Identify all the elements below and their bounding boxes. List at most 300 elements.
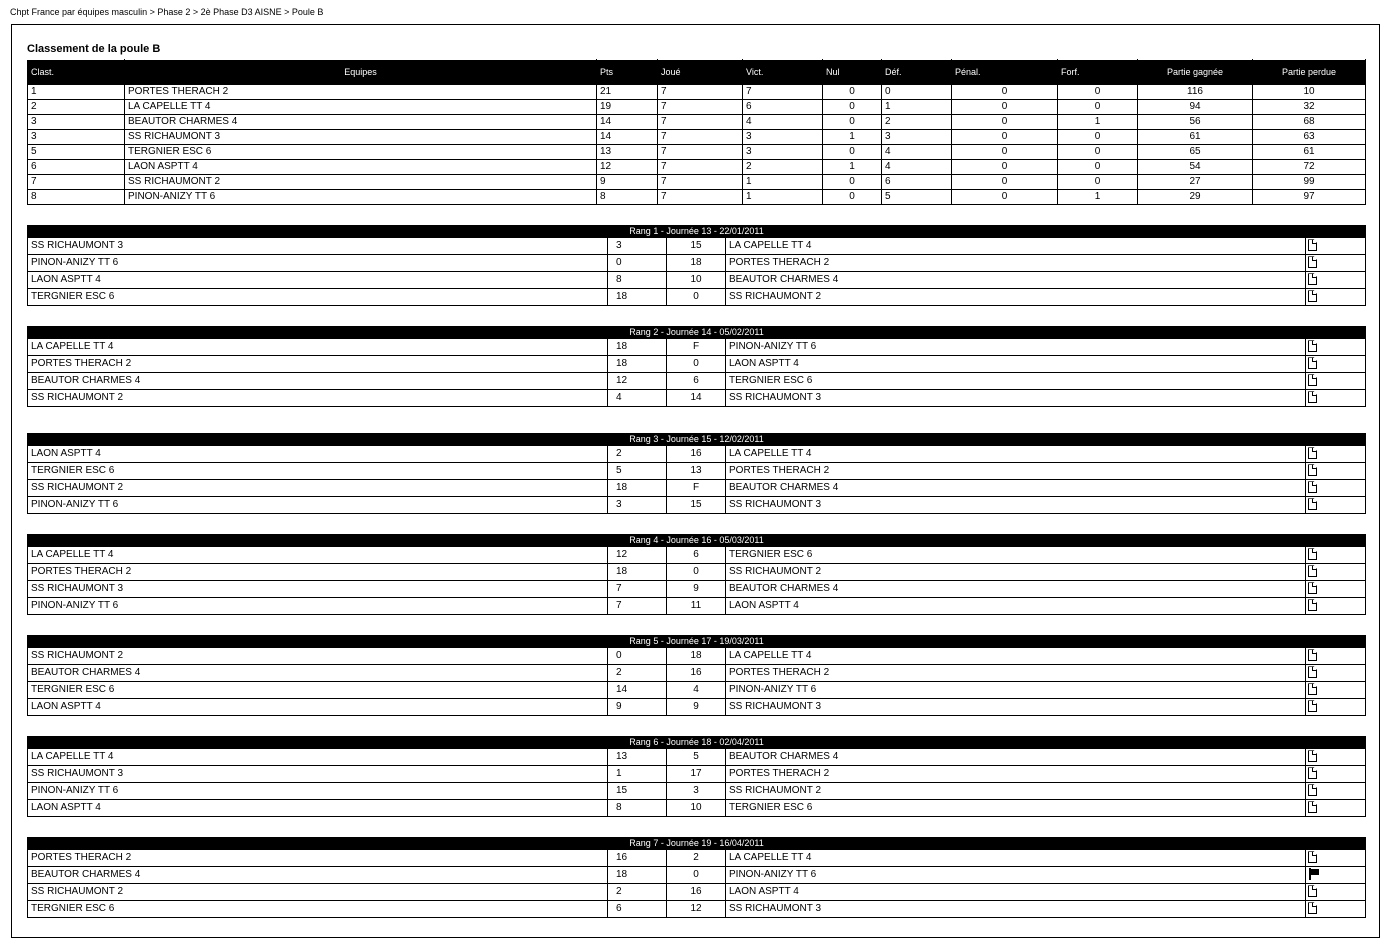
match-row <box>28 850 1366 867</box>
away-team: TERGNIER ESC 6 <box>726 547 1306 564</box>
match-row <box>28 665 1366 682</box>
round-header <box>28 535 1366 547</box>
penalties-cell: 0 <box>952 130 1058 145</box>
away-team: LA CAPELLE TT 4 <box>726 446 1306 463</box>
header-vict: Vict. <box>743 60 823 85</box>
points-cell: 9 <box>597 175 658 190</box>
match-sheet-cell <box>1306 665 1366 682</box>
home-team: TERGNIER ESC 6 <box>28 289 608 306</box>
games-won-cell: 29 <box>1138 190 1253 205</box>
losses-cell: 1 <box>882 100 952 115</box>
away-score: 16 <box>667 665 726 682</box>
away-score: 0 <box>667 564 726 581</box>
match-sheet-cell <box>1306 749 1366 766</box>
match-sheet-cell <box>1306 598 1366 615</box>
header-penal: Pénal. <box>952 60 1058 85</box>
away-score: 14 <box>667 390 726 407</box>
match-row <box>28 564 1366 581</box>
match-sheet-cell <box>1306 497 1366 514</box>
away-score: 0 <box>667 356 726 373</box>
wins-cell: 7 <box>743 85 823 100</box>
draws-cell: 0 <box>823 190 882 205</box>
played-cell: 7 <box>658 145 743 160</box>
header-partie-gagnee: Partie gagnée <box>1138 60 1253 85</box>
games-lost-cell: 97 <box>1253 190 1366 205</box>
away-score: 10 <box>667 272 726 289</box>
home-score: 5 <box>608 463 667 480</box>
away-team: PORTES THERACH 2 <box>726 766 1306 783</box>
match-row <box>28 581 1366 598</box>
draws-cell: 1 <box>823 130 882 145</box>
away-team: SS RICHAUMONT 3 <box>726 497 1306 514</box>
played-cell: 7 <box>658 100 743 115</box>
home-team: SS RICHAUMONT 2 <box>28 884 608 901</box>
match-row <box>28 749 1366 766</box>
forfeits-cell: 0 <box>1058 130 1138 145</box>
document-icon[interactable] <box>1308 582 1317 594</box>
home-score: 12 <box>608 547 667 564</box>
round-title: Rang 6 - Journée 18 - 02/04/2011 <box>28 737 1366 749</box>
home-score: 3 <box>608 238 667 255</box>
away-team: LAON ASPTT 4 <box>726 598 1306 615</box>
team-cell: PORTES THERACH 2 <box>125 85 597 100</box>
match-sheet-cell <box>1306 356 1366 373</box>
team-cell: PINON-ANIZY TT 6 <box>125 190 597 205</box>
match-row <box>28 480 1366 497</box>
games-lost-cell: 99 <box>1253 175 1366 190</box>
away-score: 6 <box>667 373 726 390</box>
document-icon[interactable] <box>1308 273 1317 285</box>
match-row <box>28 356 1366 373</box>
home-team: SS RICHAUMONT 3 <box>28 766 608 783</box>
losses-cell: 4 <box>882 145 952 160</box>
rank-cell: 8 <box>28 190 125 205</box>
away-score: 9 <box>667 699 726 716</box>
points-cell: 12 <box>597 160 658 175</box>
document-icon[interactable] <box>1308 700 1317 712</box>
team-cell: SS RICHAUMONT 2 <box>125 175 597 190</box>
away-team: BEAUTOR CHARMES 4 <box>726 272 1306 289</box>
round-title: Rang 7 - Journée 19 - 16/04/2011 <box>28 838 1366 850</box>
document-icon[interactable] <box>1308 851 1317 863</box>
home-score: 13 <box>608 749 667 766</box>
home-team: SS RICHAUMONT 2 <box>28 648 608 665</box>
document-icon[interactable] <box>1308 801 1317 813</box>
document-icon[interactable] <box>1308 391 1317 403</box>
document-icon[interactable] <box>1308 599 1317 611</box>
header-clast: Clast. <box>28 60 125 85</box>
home-score: 12 <box>608 373 667 390</box>
draws-cell: 0 <box>823 100 882 115</box>
document-icon[interactable] <box>1308 290 1317 302</box>
away-score: 9 <box>667 581 726 598</box>
match-row <box>28 289 1366 306</box>
home-team: PINON-ANIZY TT 6 <box>28 497 608 514</box>
match-row <box>28 238 1366 255</box>
round-table <box>27 837 1366 918</box>
away-team: SS RICHAUMONT 3 <box>726 699 1306 716</box>
match-row <box>28 373 1366 390</box>
away-team: LA CAPELLE TT 4 <box>726 238 1306 255</box>
played-cell: 7 <box>658 85 743 100</box>
points-cell: 13 <box>597 145 658 160</box>
penalties-cell: 0 <box>952 175 1058 190</box>
forfeits-cell: 0 <box>1058 160 1138 175</box>
page-title: Classement de la poule B <box>27 43 161 55</box>
team-cell: BEAUTOR CHARMES 4 <box>125 115 597 130</box>
points-cell: 19 <box>597 100 658 115</box>
home-score: 18 <box>608 867 667 884</box>
forfeits-cell: 1 <box>1058 115 1138 130</box>
penalties-cell: 0 <box>952 190 1058 205</box>
document-icon[interactable] <box>1308 750 1317 762</box>
match-row <box>28 783 1366 800</box>
team-cell: LAON ASPTT 4 <box>125 160 597 175</box>
forfeits-cell: 0 <box>1058 145 1138 160</box>
games-won-cell: 54 <box>1138 160 1253 175</box>
match-row <box>28 901 1366 918</box>
away-team: BEAUTOR CHARMES 4 <box>726 749 1306 766</box>
match-sheet-cell <box>1306 339 1366 356</box>
home-score: 18 <box>608 564 667 581</box>
wins-cell: 4 <box>743 115 823 130</box>
penalties-cell: 0 <box>952 115 1058 130</box>
document-icon[interactable] <box>1308 340 1317 352</box>
match-sheet-cell <box>1306 884 1366 901</box>
forfeits-cell: 0 <box>1058 100 1138 115</box>
draws-cell: 0 <box>823 145 882 160</box>
match-row <box>28 339 1366 356</box>
away-score: 0 <box>667 289 726 306</box>
home-team: LAON ASPTT 4 <box>28 800 608 817</box>
away-score: 16 <box>667 884 726 901</box>
away-team: PORTES THERACH 2 <box>726 665 1306 682</box>
away-score: 18 <box>667 648 726 665</box>
losses-cell: 0 <box>882 85 952 100</box>
away-score: 15 <box>667 497 726 514</box>
draws-cell: 1 <box>823 160 882 175</box>
standings-row <box>28 100 1366 115</box>
games-won-cell: 27 <box>1138 175 1253 190</box>
home-team: TERGNIER ESC 6 <box>28 901 608 918</box>
document-icon[interactable] <box>1308 565 1317 577</box>
games-lost-cell: 68 <box>1253 115 1366 130</box>
match-sheet-cell <box>1306 390 1366 407</box>
round-title: Rang 3 - Journée 15 - 12/02/2011 <box>28 434 1366 446</box>
home-score: 2 <box>608 446 667 463</box>
home-score: 9 <box>608 699 667 716</box>
away-score: F <box>667 339 726 356</box>
wins-cell: 3 <box>743 145 823 160</box>
draws-cell: 0 <box>823 115 882 130</box>
home-score: 2 <box>608 884 667 901</box>
away-team: SS RICHAUMONT 2 <box>726 289 1306 306</box>
standings-table <box>27 59 1366 205</box>
away-team: PINON-ANIZY TT 6 <box>726 867 1306 884</box>
document-icon[interactable] <box>1308 481 1317 493</box>
document-icon[interactable] <box>1308 374 1317 386</box>
games-won-cell: 65 <box>1138 145 1253 160</box>
header-equipes: Equipes <box>125 60 597 85</box>
home-team: BEAUTOR CHARMES 4 <box>28 373 608 390</box>
round-table <box>27 225 1366 306</box>
penalties-cell: 0 <box>952 145 1058 160</box>
losses-cell: 6 <box>882 175 952 190</box>
document-icon[interactable] <box>1308 256 1317 268</box>
home-team: PINON-ANIZY TT 6 <box>28 783 608 800</box>
away-score: 0 <box>667 867 726 884</box>
away-team: TERGNIER ESC 6 <box>726 373 1306 390</box>
match-row <box>28 648 1366 665</box>
match-sheet-cell <box>1306 238 1366 255</box>
standings-row <box>28 115 1366 130</box>
forfeits-cell: 1 <box>1058 190 1138 205</box>
match-sheet-cell <box>1306 564 1366 581</box>
match-row <box>28 598 1366 615</box>
home-score: 4 <box>608 390 667 407</box>
away-team: LA CAPELLE TT 4 <box>726 648 1306 665</box>
match-sheet-cell <box>1306 446 1366 463</box>
standings-header <box>28 60 1366 85</box>
rank-cell: 5 <box>28 145 125 160</box>
away-score: F <box>667 480 726 497</box>
away-team: PORTES THERACH 2 <box>726 463 1306 480</box>
away-score: 18 <box>667 255 726 272</box>
match-row <box>28 699 1366 716</box>
away-team: LA CAPELLE TT 4 <box>726 850 1306 867</box>
away-team: PINON-ANIZY TT 6 <box>726 339 1306 356</box>
round-table <box>27 534 1366 615</box>
points-cell: 21 <box>597 85 658 100</box>
games-lost-cell: 63 <box>1253 130 1366 145</box>
rank-cell: 2 <box>28 100 125 115</box>
match-sheet-cell <box>1306 766 1366 783</box>
wins-cell: 1 <box>743 190 823 205</box>
document-icon[interactable] <box>1308 683 1317 695</box>
away-score: 4 <box>667 682 726 699</box>
games-won-cell: 61 <box>1138 130 1253 145</box>
header-nul: Nul <box>823 60 882 85</box>
match-sheet-cell <box>1306 901 1366 918</box>
document-icon[interactable] <box>1308 498 1317 510</box>
draws-cell: 0 <box>823 175 882 190</box>
away-score: 11 <box>667 598 726 615</box>
home-score: 0 <box>608 648 667 665</box>
match-row <box>28 682 1366 699</box>
forfeits-cell: 0 <box>1058 85 1138 100</box>
points-cell: 8 <box>597 190 658 205</box>
away-score: 15 <box>667 238 726 255</box>
points-cell: 14 <box>597 130 658 145</box>
match-sheet-cell <box>1306 272 1366 289</box>
home-score: 1 <box>608 766 667 783</box>
match-row <box>28 800 1366 817</box>
document-icon[interactable] <box>1308 666 1317 678</box>
round-title: Rang 2 - Journée 14 - 05/02/2011 <box>28 327 1366 339</box>
away-team: PINON-ANIZY TT 6 <box>726 682 1306 699</box>
away-team: SS RICHAUMONT 2 <box>726 564 1306 581</box>
home-score: 8 <box>608 800 667 817</box>
match-row <box>28 463 1366 480</box>
header-joue: Joué <box>658 60 743 85</box>
games-lost-cell: 61 <box>1253 145 1366 160</box>
away-score: 5 <box>667 749 726 766</box>
away-score: 6 <box>667 547 726 564</box>
round-table <box>27 635 1366 716</box>
away-score: 12 <box>667 901 726 918</box>
team-cell: TERGNIER ESC 6 <box>125 145 597 160</box>
match-row <box>28 446 1366 463</box>
document-icon[interactable] <box>1308 447 1317 459</box>
away-team: LAON ASPTT 4 <box>726 884 1306 901</box>
home-score: 3 <box>608 497 667 514</box>
away-team: SS RICHAUMONT 3 <box>726 901 1306 918</box>
match-row <box>28 497 1366 514</box>
team-cell: LA CAPELLE TT 4 <box>125 100 597 115</box>
match-sheet-cell <box>1306 463 1366 480</box>
flag-icon[interactable] <box>1308 868 1319 880</box>
games-won-cell: 116 <box>1138 85 1253 100</box>
document-icon[interactable] <box>1308 464 1317 476</box>
match-sheet-cell <box>1306 850 1366 867</box>
match-sheet-cell <box>1306 373 1366 390</box>
match-sheet-cell <box>1306 800 1366 817</box>
document-icon[interactable] <box>1308 784 1317 796</box>
games-lost-cell: 72 <box>1253 160 1366 175</box>
home-team: LA CAPELLE TT 4 <box>28 339 608 356</box>
played-cell: 7 <box>658 130 743 145</box>
document-icon[interactable] <box>1308 767 1317 779</box>
home-score: 6 <box>608 901 667 918</box>
home-team: TERGNIER ESC 6 <box>28 463 608 480</box>
breadcrumb: Chpt France par équipes masculin > Phase 2 > 2è Phase D3 AISNE > Poule B <box>10 7 324 17</box>
match-row <box>28 255 1366 272</box>
home-team: BEAUTOR CHARMES 4 <box>28 867 608 884</box>
away-team: LAON ASPTT 4 <box>726 356 1306 373</box>
match-sheet-cell <box>1306 699 1366 716</box>
match-sheet-cell <box>1306 783 1366 800</box>
match-sheet-cell <box>1306 480 1366 497</box>
home-score: 18 <box>608 356 667 373</box>
match-sheet-cell <box>1306 581 1366 598</box>
round-table <box>27 326 1366 407</box>
penalties-cell: 0 <box>952 100 1058 115</box>
away-team: BEAUTOR CHARMES 4 <box>726 480 1306 497</box>
round-header <box>28 327 1366 339</box>
document-icon[interactable] <box>1308 239 1317 251</box>
document-icon[interactable] <box>1308 357 1317 369</box>
match-row <box>28 884 1366 901</box>
rank-cell: 6 <box>28 160 125 175</box>
games-lost-cell: 10 <box>1253 85 1366 100</box>
away-team: PORTES THERACH 2 <box>726 255 1306 272</box>
standings-row <box>28 160 1366 175</box>
rank-cell: 1 <box>28 85 125 100</box>
match-row <box>28 766 1366 783</box>
home-score: 18 <box>608 339 667 356</box>
document-icon[interactable] <box>1308 902 1317 914</box>
match-row <box>28 867 1366 884</box>
home-team: SS RICHAUMONT 3 <box>28 238 608 255</box>
losses-cell: 4 <box>882 160 952 175</box>
away-team: SS RICHAUMONT 3 <box>726 390 1306 407</box>
round-header <box>28 226 1366 238</box>
match-sheet-cell <box>1306 682 1366 699</box>
standings-row <box>28 85 1366 100</box>
penalties-cell: 0 <box>952 85 1058 100</box>
match-sheet-cell <box>1306 547 1366 564</box>
match-row <box>28 547 1366 564</box>
home-score: 2 <box>608 665 667 682</box>
round-title: Rang 5 - Journée 17 - 19/03/2011 <box>28 636 1366 648</box>
home-score: 15 <box>608 783 667 800</box>
header-def: Déf. <box>882 60 952 85</box>
away-score: 10 <box>667 800 726 817</box>
home-score: 7 <box>608 598 667 615</box>
away-team: BEAUTOR CHARMES 4 <box>726 581 1306 598</box>
header-forf: Forf. <box>1058 60 1138 85</box>
wins-cell: 1 <box>743 175 823 190</box>
match-row <box>28 272 1366 289</box>
penalties-cell: 0 <box>952 160 1058 175</box>
header-pts: Pts <box>597 60 658 85</box>
document-icon[interactable] <box>1308 649 1317 661</box>
played-cell: 7 <box>658 160 743 175</box>
header-partie-perdue: Partie perdue <box>1253 60 1366 85</box>
round-title: Rang 1 - Journée 13 - 22/01/2011 <box>28 226 1366 238</box>
losses-cell: 2 <box>882 115 952 130</box>
round-table <box>27 736 1366 817</box>
rank-cell: 3 <box>28 115 125 130</box>
document-icon[interactable] <box>1308 885 1317 897</box>
away-score: 13 <box>667 463 726 480</box>
match-row <box>28 390 1366 407</box>
home-team: PINON-ANIZY TT 6 <box>28 598 608 615</box>
wins-cell: 6 <box>743 100 823 115</box>
home-team: SS RICHAUMONT 3 <box>28 581 608 598</box>
team-cell: SS RICHAUMONT 3 <box>125 130 597 145</box>
losses-cell: 3 <box>882 130 952 145</box>
standings-row <box>28 130 1366 145</box>
losses-cell: 5 <box>882 190 952 205</box>
home-team: TERGNIER ESC 6 <box>28 682 608 699</box>
match-sheet-cell <box>1306 867 1366 884</box>
played-cell: 7 <box>658 175 743 190</box>
games-won-cell: 56 <box>1138 115 1253 130</box>
standings-row <box>28 145 1366 160</box>
games-won-cell: 94 <box>1138 100 1253 115</box>
home-score: 16 <box>608 850 667 867</box>
home-score: 14 <box>608 682 667 699</box>
home-score: 8 <box>608 272 667 289</box>
home-score: 18 <box>608 289 667 306</box>
document-icon[interactable] <box>1308 548 1317 560</box>
standings-row <box>28 190 1366 205</box>
draws-cell: 0 <box>823 85 882 100</box>
match-sheet-cell <box>1306 648 1366 665</box>
rank-cell: 3 <box>28 130 125 145</box>
away-team: TERGNIER ESC 6 <box>726 800 1306 817</box>
home-team: PORTES THERACH 2 <box>28 850 608 867</box>
away-score: 2 <box>667 850 726 867</box>
round-header <box>28 838 1366 850</box>
wins-cell: 3 <box>743 130 823 145</box>
round-header <box>28 737 1366 749</box>
home-team: BEAUTOR CHARMES 4 <box>28 665 608 682</box>
home-score: 18 <box>608 480 667 497</box>
played-cell: 7 <box>658 190 743 205</box>
standings-row <box>28 175 1366 190</box>
